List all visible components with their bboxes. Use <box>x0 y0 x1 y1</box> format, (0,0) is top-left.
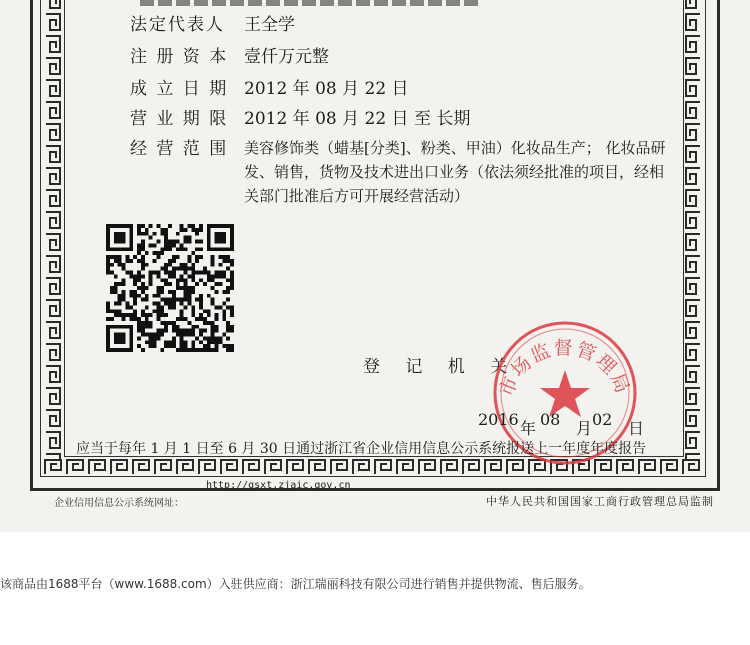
issue-month: 08 <box>540 410 561 429</box>
fret-border-right <box>683 0 703 460</box>
fret-border-left <box>43 0 63 460</box>
issue-month-unit: 月 <box>576 419 593 438</box>
field-label: 营 业 期 限 <box>130 109 229 129</box>
field-business-scope <box>130 134 230 159</box>
stamp-text: 市场监督管理局 <box>495 337 635 400</box>
supplier-notice: 该商品由1688平台（www.1688.com）入驻供应商：浙江瑞丽科技有限公司进行销售并提供物流、售后服务。 <box>0 577 591 591</box>
issue-day: 02 <box>592 410 613 429</box>
cropped-address-row <box>140 0 480 6</box>
field-registered-capital <box>130 42 329 67</box>
field-value: 壹仟万元整 <box>244 47 329 67</box>
website-url[interactable]: http://gsxt.zjaic.gov.cn <box>206 480 351 491</box>
qr-code[interactable] <box>106 224 234 352</box>
field-label: 成 立 日 期 <box>130 79 229 99</box>
website-label: 企业信用信息公示系统网址： <box>54 498 184 509</box>
field-label: 经 营 范 围 <box>130 139 229 159</box>
field-value: 王全学 <box>244 15 295 35</box>
field-business-term <box>130 104 470 129</box>
field-established-date <box>130 74 409 99</box>
issue-day-unit: 日 <box>628 419 645 438</box>
business-scope-text: 美容修饰类（蜡基[分类]、粉类、甲油）化妆品生产； 化妆品研发、销售，货物及技术进出口业务（依法须经批准的项目，经相关部门批准后方可开展经营活动） <box>244 139 666 205</box>
issue-year: 2016 <box>478 410 519 429</box>
field-value: 2012 年 08 月 22 日 至 长期 <box>244 109 471 129</box>
field-label: 法定代表人 <box>130 15 225 35</box>
annual-report-notice: 应当于每年 1 月 1 日至 6 月 30 日通过浙江省企业信用信息公示系统报送上一年度年度报告 <box>76 441 647 457</box>
field-value: 2012 年 08 月 22 日 <box>244 79 409 99</box>
field-label: 注 册 资 本 <box>130 47 229 67</box>
issue-year-unit: 年 <box>520 419 537 438</box>
registration-authority-label: 登 记 机 关 <box>363 357 518 377</box>
field-legal-representative <box>130 10 295 35</box>
supervision-text: 中华人民共和国国家工商行政管理总局监制 <box>486 495 714 508</box>
